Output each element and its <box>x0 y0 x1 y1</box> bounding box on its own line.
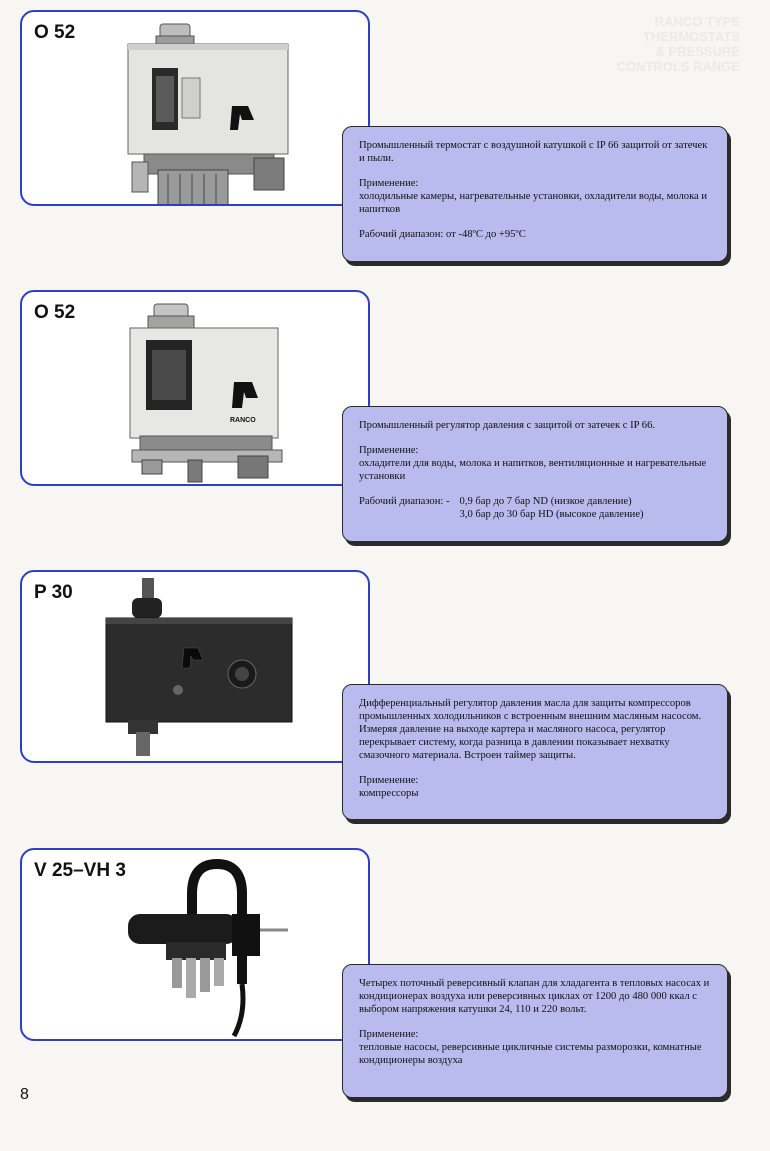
description-text: Четырех поточный реверсивный клапан для хладагента в тепловых насосах и кондиционерах воздуха или реверсивных циклах от 1200 до 480 000 ккал с выбором напряжения катушки 24, 110 и 220 вольт. <box>359 978 710 1015</box>
model-label: V 25–VH 3 <box>34 860 126 881</box>
thermostat-photo <box>122 18 302 206</box>
header-ghost-text: RANCO TYPE THERMOSTATS & PRESSURE CONTROLS RANGE <box>616 14 740 74</box>
model-label: O 52 <box>34 302 76 323</box>
product-card-4 <box>20 848 370 1041</box>
brand-logo: RANCO <box>230 417 256 424</box>
range-text: Рабочий диапазон: от -48ºC до +95ºC <box>359 229 526 240</box>
application-block <box>359 1028 713 1067</box>
reversing-valve-photo <box>122 854 302 1040</box>
oil-pressure-regulator-photo <box>102 576 302 762</box>
model-label: O 52 <box>34 22 76 43</box>
application-block <box>359 177 713 216</box>
description-text: Промышленный термостат с воздушной катушкой с IP 66 защитой от затечек и пыли. <box>359 140 708 164</box>
application-title: Применение: <box>359 1029 419 1040</box>
application-title: Применение: <box>359 178 419 189</box>
product-card-2 <box>20 290 370 486</box>
description-text: Дифференциальный регулятор давления масла для защиты компрессоров промышленных холодильников с встроенным внешним масляным насосом. Измеряя давление на выходе картера и масляного насоса, регулятор перекрывает систему, когда разница в давлении показывает нехватку смазочного материала. Встроен таймер защиты. <box>359 698 702 761</box>
application-text: тепловые насосы, реверсивные цикличные системы разморозки, комнатные кондиционеры воздуха <box>359 1042 702 1066</box>
product-description-2 <box>342 406 728 542</box>
range-block <box>359 495 713 521</box>
description-text: Промышленный регулятор давления с защитой от затечек с IP 66. <box>359 420 656 431</box>
product-description-3 <box>342 684 728 820</box>
application-title: Применение: <box>359 445 419 456</box>
product-description-1 <box>342 126 728 262</box>
application-title: Применение: <box>359 775 419 786</box>
application-text: холодильные камеры, нагревательные установки, охладители воды, молока и напитков <box>359 191 708 215</box>
pressure-regulator-photo <box>122 300 302 486</box>
application-block <box>359 444 713 483</box>
range-label: Рабочий диапазон: - <box>359 496 450 507</box>
product-card-1 <box>20 10 370 206</box>
range-line-high: 3,0 бар до 30 бар HD (высокое давление) <box>459 509 644 520</box>
model-label: P 30 <box>34 582 73 603</box>
application-text: охладители для воды, молока и напитков, вентиляционные и нагревательные установки <box>359 458 707 482</box>
range-line-low: 0,9 бар до 7 бар ND (низкое давление) <box>459 496 632 507</box>
application-text: компрессоры <box>359 788 419 799</box>
page-number: 8 <box>20 1086 29 1103</box>
product-description-4 <box>342 964 728 1098</box>
product-card-3 <box>20 570 370 763</box>
application-block <box>359 774 713 800</box>
